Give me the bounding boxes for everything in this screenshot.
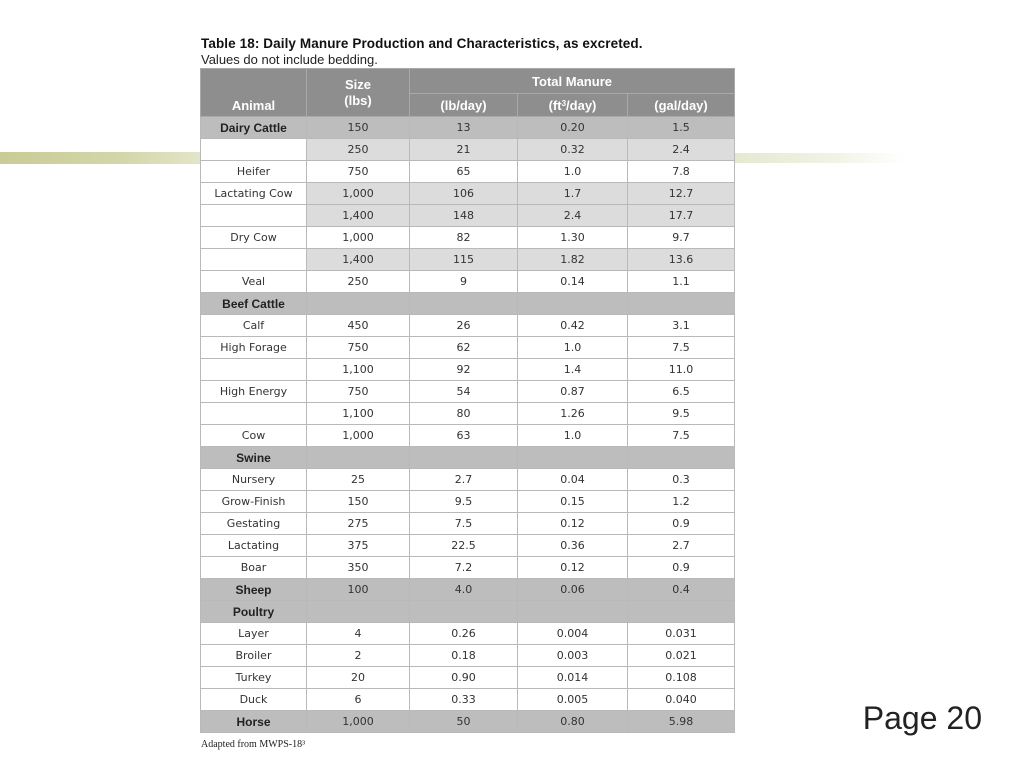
cell-size-lbs: 750: [307, 381, 410, 403]
cell-gal-per-day: 7.5: [628, 425, 735, 447]
cell-lb-per-day: 148: [410, 205, 518, 227]
table-row: [201, 645, 735, 667]
cell-size-lbs: 250: [307, 139, 410, 161]
cell-size-lbs: 1,100: [307, 403, 410, 425]
cell-lb-per-day: 26: [410, 315, 518, 337]
table-row: [201, 381, 735, 403]
table-row: [201, 315, 735, 337]
cell-ft3-per-day: [518, 601, 628, 623]
cell-size-lbs: 250: [307, 271, 410, 293]
cell-size-lbs: 2: [307, 645, 410, 667]
cell-gal-per-day: 11.0: [628, 359, 735, 381]
cell-gal-per-day: 13.6: [628, 249, 735, 271]
table-row: [201, 183, 735, 205]
cell-size-lbs: [307, 447, 410, 469]
table-row: [201, 403, 735, 425]
cell-ft3-per-day: [518, 447, 628, 469]
cell-ft3-per-day: 1.7: [518, 183, 628, 205]
cell-gal-per-day: 0.9: [628, 513, 735, 535]
table-row: [201, 359, 735, 381]
cell-lb-per-day: 63: [410, 425, 518, 447]
cell-gal-per-day: 1.2: [628, 491, 735, 513]
cell-animal: [201, 403, 307, 425]
cell-lb-per-day: [410, 447, 518, 469]
cell-animal: Calf: [201, 315, 307, 337]
cell-ft3-per-day: 0.005: [518, 689, 628, 711]
cell-animal: Grow-Finish: [201, 491, 307, 513]
cell-ft3-per-day: 0.003: [518, 645, 628, 667]
cell-ft3-per-day: 0.12: [518, 513, 628, 535]
cell-lb-per-day: 7.2: [410, 557, 518, 579]
cell-gal-per-day: 0.021: [628, 645, 735, 667]
cell-gal-per-day: 9.5: [628, 403, 735, 425]
table-row: [201, 513, 735, 535]
cell-ft3-per-day: 1.0: [518, 161, 628, 183]
cell-animal: Nursery: [201, 469, 307, 491]
table-body: [201, 117, 735, 733]
cell-ft3-per-day: 1.30: [518, 227, 628, 249]
decorative-accent-bar-left: [0, 152, 200, 164]
cell-ft3-per-day: [518, 293, 628, 315]
cell-gal-per-day: [628, 293, 735, 315]
column-header-gal-per-day: (gal/day): [628, 94, 735, 117]
cell-animal: High Energy: [201, 381, 307, 403]
cell-size-lbs: 100: [307, 579, 410, 601]
cell-animal: Horse: [201, 711, 307, 733]
table-row: [201, 249, 735, 271]
cell-gal-per-day: 3.1: [628, 315, 735, 337]
cell-gal-per-day: 12.7: [628, 183, 735, 205]
cell-size-lbs: 1,000: [307, 183, 410, 205]
column-header-animal: Animal: [201, 69, 307, 117]
cell-gal-per-day: 2.7: [628, 535, 735, 557]
cell-gal-per-day: 6.5: [628, 381, 735, 403]
cell-size-lbs: [307, 601, 410, 623]
cell-gal-per-day: 0.9: [628, 557, 735, 579]
cell-animal: Boar: [201, 557, 307, 579]
cell-animal: Cow: [201, 425, 307, 447]
table-title: Table 18: Daily Manure Production and Characteristics, as excreted.: [201, 36, 643, 51]
cell-gal-per-day: 1.5: [628, 117, 735, 139]
cell-ft3-per-day: 0.36: [518, 535, 628, 557]
cell-gal-per-day: 0.4: [628, 579, 735, 601]
cell-lb-per-day: 65: [410, 161, 518, 183]
size-header-line1: Size: [344, 76, 371, 92]
cell-gal-per-day: 0.040: [628, 689, 735, 711]
cell-gal-per-day: 1.1: [628, 271, 735, 293]
table-row: [201, 689, 735, 711]
cell-ft3-per-day: 2.4: [518, 205, 628, 227]
cell-size-lbs: 25: [307, 469, 410, 491]
cell-ft3-per-day: 0.20: [518, 117, 628, 139]
column-header-lb-per-day: (lb/day): [410, 94, 518, 117]
table-category-row: [201, 117, 735, 139]
cell-gal-per-day: 0.031: [628, 623, 735, 645]
cell-ft3-per-day: 0.04: [518, 469, 628, 491]
cell-lb-per-day: 9: [410, 271, 518, 293]
cell-lb-per-day: 7.5: [410, 513, 518, 535]
table-category-row: [201, 293, 735, 315]
cell-ft3-per-day: 0.32: [518, 139, 628, 161]
column-header-ft3-per-day: [518, 94, 628, 117]
cell-gal-per-day: 2.4: [628, 139, 735, 161]
cell-ft3-per-day: 0.42: [518, 315, 628, 337]
cell-animal: Lactating Cow: [201, 183, 307, 205]
cell-animal: Duck: [201, 689, 307, 711]
table-row: [201, 139, 735, 161]
cell-ft3-per-day: 1.0: [518, 337, 628, 359]
table-row: [201, 337, 735, 359]
cell-size-lbs: 4: [307, 623, 410, 645]
cell-size-lbs: 150: [307, 117, 410, 139]
column-header-total-manure: Total Manure: [410, 69, 735, 94]
cell-ft3-per-day: 1.0: [518, 425, 628, 447]
cell-animal: Lactating: [201, 535, 307, 557]
cell-animal: Gestating: [201, 513, 307, 535]
cell-size-lbs: 750: [307, 337, 410, 359]
table-category-row: [201, 601, 735, 623]
size-header-line2: (lbs): [344, 92, 372, 108]
cell-animal: Broiler: [201, 645, 307, 667]
table-row: [201, 667, 735, 689]
cell-ft3-per-day: 0.14: [518, 271, 628, 293]
cell-size-lbs: 150: [307, 491, 410, 513]
cell-gal-per-day: 17.7: [628, 205, 735, 227]
cell-size-lbs: 1,400: [307, 205, 410, 227]
cell-lb-per-day: 92: [410, 359, 518, 381]
manure-production-table: [200, 68, 735, 733]
cell-lb-per-day: 4.0: [410, 579, 518, 601]
cell-size-lbs: 1,000: [307, 425, 410, 447]
cell-animal: Sheep: [201, 579, 307, 601]
cell-gal-per-day: 0.108: [628, 667, 735, 689]
cell-animal: [201, 139, 307, 161]
cell-animal: [201, 205, 307, 227]
cell-animal: [201, 249, 307, 271]
cell-size-lbs: 350: [307, 557, 410, 579]
cell-gal-per-day: 9.7: [628, 227, 735, 249]
table-row: [201, 557, 735, 579]
cell-lb-per-day: 54: [410, 381, 518, 403]
cell-animal: Poultry: [201, 601, 307, 623]
cell-gal-per-day: 0.3: [628, 469, 735, 491]
cell-lb-per-day: 0.18: [410, 645, 518, 667]
cell-gal-per-day: [628, 447, 735, 469]
cell-animal: [201, 359, 307, 381]
cell-lb-per-day: 2.7: [410, 469, 518, 491]
ft3-header-superscript: 3: [561, 98, 567, 108]
ft3-header-prefix: (ft: [548, 97, 562, 113]
table-row: [201, 491, 735, 513]
cell-gal-per-day: [628, 601, 735, 623]
cell-size-lbs: 1,000: [307, 227, 410, 249]
table-row: [201, 271, 735, 293]
cell-animal: Veal: [201, 271, 307, 293]
table-row: [201, 227, 735, 249]
cell-gal-per-day: 5.98: [628, 711, 735, 733]
cell-lb-per-day: 0.33: [410, 689, 518, 711]
cell-lb-per-day: 22.5: [410, 535, 518, 557]
table-row: [201, 205, 735, 227]
table-row: [201, 535, 735, 557]
table-row: [201, 469, 735, 491]
cell-lb-per-day: 0.90: [410, 667, 518, 689]
cell-lb-per-day: 21: [410, 139, 518, 161]
table-category-row: [201, 711, 735, 733]
cell-ft3-per-day: 1.26: [518, 403, 628, 425]
cell-size-lbs: 375: [307, 535, 410, 557]
table-row: [201, 161, 735, 183]
cell-ft3-per-day: 0.014: [518, 667, 628, 689]
cell-gal-per-day: 7.8: [628, 161, 735, 183]
cell-ft3-per-day: 0.004: [518, 623, 628, 645]
cell-ft3-per-day: 1.82: [518, 249, 628, 271]
cell-animal: Dairy Cattle: [201, 117, 307, 139]
table-category-row: [201, 579, 735, 601]
table-row: [201, 425, 735, 447]
cell-ft3-per-day: 0.80: [518, 711, 628, 733]
cell-animal: Layer: [201, 623, 307, 645]
cell-animal: Heifer: [201, 161, 307, 183]
cell-lb-per-day: 13: [410, 117, 518, 139]
cell-animal: Turkey: [201, 667, 307, 689]
cell-animal: Beef Cattle: [201, 293, 307, 315]
cell-lb-per-day: [410, 601, 518, 623]
cell-size-lbs: 20: [307, 667, 410, 689]
table-header-row: [201, 69, 735, 94]
cell-ft3-per-day: 0.87: [518, 381, 628, 403]
cell-lb-per-day: 80: [410, 403, 518, 425]
cell-animal: Dry Cow: [201, 227, 307, 249]
cell-size-lbs: 450: [307, 315, 410, 337]
cell-size-lbs: [307, 293, 410, 315]
cell-ft3-per-day: 0.06: [518, 579, 628, 601]
cell-lb-per-day: 82: [410, 227, 518, 249]
cell-size-lbs: 6: [307, 689, 410, 711]
cell-size-lbs: 1,100: [307, 359, 410, 381]
cell-animal: Swine: [201, 447, 307, 469]
ft3-header-suffix: /day): [566, 97, 597, 113]
cell-lb-per-day: 9.5: [410, 491, 518, 513]
cell-gal-per-day: 7.5: [628, 337, 735, 359]
cell-lb-per-day: 115: [410, 249, 518, 271]
source-footnote: Adapted from MWPS-18³: [201, 739, 306, 750]
cell-size-lbs: 750: [307, 161, 410, 183]
cell-lb-per-day: 50: [410, 711, 518, 733]
table-row: [201, 623, 735, 645]
decorative-accent-bar-right: [735, 153, 905, 163]
table-category-row: [201, 447, 735, 469]
cell-animal: High Forage: [201, 337, 307, 359]
cell-size-lbs: 275: [307, 513, 410, 535]
cell-ft3-per-day: 0.15: [518, 491, 628, 513]
page-number: Page 20: [862, 700, 982, 736]
cell-lb-per-day: 0.26: [410, 623, 518, 645]
table-subtitle: Values do not include bedding.: [201, 52, 378, 67]
cell-lb-per-day: 62: [410, 337, 518, 359]
column-header-size: [307, 69, 410, 117]
cell-size-lbs: 1,400: [307, 249, 410, 271]
cell-ft3-per-day: 1.4: [518, 359, 628, 381]
cell-ft3-per-day: 0.12: [518, 557, 628, 579]
cell-lb-per-day: [410, 293, 518, 315]
cell-lb-per-day: 106: [410, 183, 518, 205]
cell-size-lbs: 1,000: [307, 711, 410, 733]
